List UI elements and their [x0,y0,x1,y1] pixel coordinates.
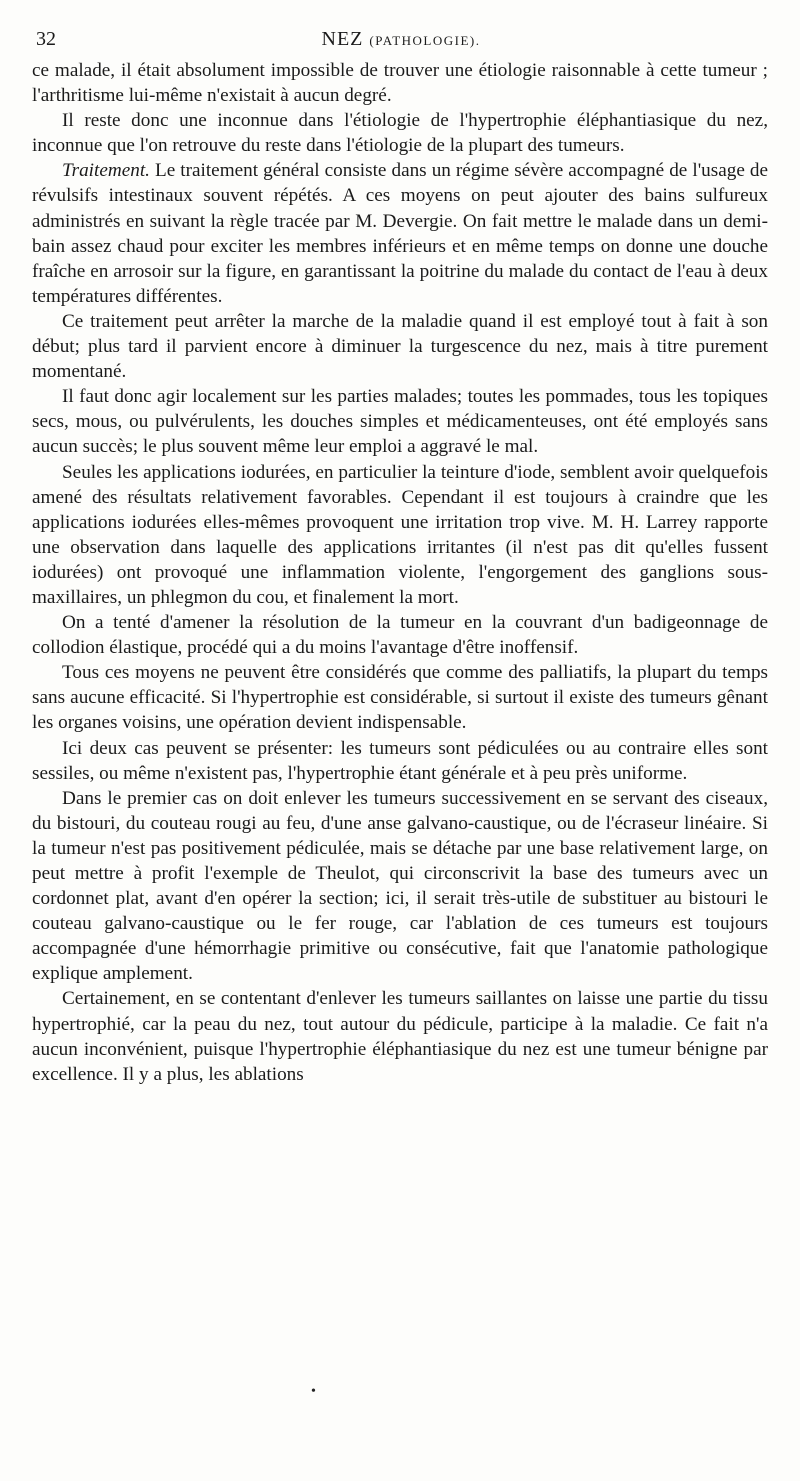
paragraph-traitement [32,158,768,309]
traitement-label: Traitement. [62,160,150,182]
paragraph: Il reste donc une inconnue dans l'étiologie de l'hypertrophie éléphantiasique du nez, inconnue que l'on retrouve du reste dans l'étiologie de la plupart des tumeurs. [32,110,768,157]
footer-mark: • [311,1384,316,1399]
page-number: 32 [36,28,56,50]
paragraph: Ce traitement peut arrêter la marche de la maladie quand il est employé tout à fait à son début; plus tard il parvient encore à diminuer la turgescence du nez, mais à titre purement momentané. [32,310,768,383]
paragraph: On a tenté d'amener la résolution de la tumeur en la couvrant d'un badigeonnage de collodion élastique, procédé qui a du moins l'avantage d'être inoffensif. [32,612,768,659]
paragraph-text: Le traitement général consiste dans un régime sévère accompagné de l'usage de révulsifs intestinaux souvent répétés. A ces moyens on peut ajouter des bains sulfureux administrés en suivant la règle tracée par M. Devergie. On fait mettre le malade dans un demi-bain assez chaud pour exciter les membres inférieurs et en même temps on donne une douche fraîche en arrosoir sur la figure, en garantissant la poitrine du malade du contact de l'eau à deux températures différentes. [32,160,768,307]
paragraph: Certainement, en se contentant d'enlever les tumeurs saillantes on laisse une partie du tissu hypertrophié, car la peau du nez, tout autour du pédicule, participe à la maladie. Ce fait n'a aucun inconvénient, puisque l'hypertrophie éléphantiasique du nez est une tumeur bénigne par excellence. Il y a plus, les ablations [32,988,768,1085]
running-title-sub: (PATHOLOGIE). [369,33,481,48]
running-title [36,28,766,51]
paragraph: Ici deux cas peuvent se présenter: les tumeurs sont pédiculées ou au contraire elles sont sessiles, ou même n'existent pas, l'hypertrophie étant générale et à peu près uniforme. [32,737,768,784]
running-head [36,28,766,54]
paragraph: Seules les applications iodurées, en particulier la teinture d'iode, semblent avoir quelquefois amené des résultats relativement favorables. Cependant il est toujours à craindre que les applications iodurées elles-mêmes provoquent une irritation trop vive. M. H. Larrey rapporte une observation dans laquelle des applications irritantes (il n'est pas dit qu'elles fussent iodurées) ont provoqué une inflammation violente, l'engorgement des ganglions sous-maxillaires, un phlegmon du cou, et finalement la mort. [32,461,768,608]
paragraph: Dans le premier cas on doit enlever les tumeurs successivement en se servant des ciseaux, du bistouri, du couteau rougi au feu, d'une anse galvano-caustique, ou de l'écraseur linéaire. Si la tumeur n'est pas positivement pédiculée, mais se détache par une base relativement large, on peut mettre à profit l'exemple de Theulot, qui circonscrivit la base des tumeurs avec un cordonnet plat, avant d'en opérer la section; ici, il serait très-utile de substituer au bistouri le couteau galvano-caustique ou le fer rouge, car l'ablation de ces tumeurs est toujours accompagnée d'une hémorrhagie primitive ou consécutive, fait que l'anatomie pathologique explique amplement. [32,787,768,985]
paragraph: ce malade, il était absolument impossible de trouver une étiologie raisonnable à cette tumeur ; l'arthritisme lui-même n'existait à aucun degré. [32,60,768,107]
body-text [32,58,768,1087]
running-title-main: NEZ [321,28,364,50]
paragraph: Il faut donc agir localement sur les parties malades; toutes les pommades, tous les topiques secs, mous, ou pulvérulents, les douches simples et médicamenteuses, ont été employés sans aucun succès; le plus souvent même leur emploi a aggravé le mal. [32,386,768,458]
paragraph: Tous ces moyens ne peuvent être considérés que comme des palliatifs, la plupart du temps sans aucune efficacité. Si l'hypertrophie est considérable, si surtout il existe des tumeurs gênant les organes voisins, une opération devient indispensable. [32,662,768,734]
